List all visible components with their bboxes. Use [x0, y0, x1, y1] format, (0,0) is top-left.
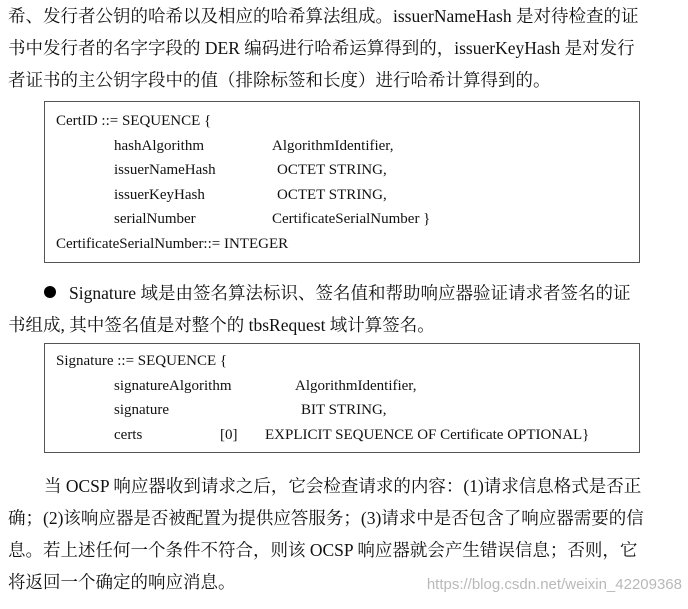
field-tag: [0] [220, 426, 238, 443]
field-type: AlgorithmIdentifier, [272, 137, 394, 154]
signature-line: 书组成, 其中签名值是对整个的 tbsRequest 域计算签名。 [8, 315, 435, 335]
field-name: signature [114, 402, 169, 419]
signature-code-block [44, 343, 640, 453]
certid-header: CertID ::= SEQUENCE { [56, 113, 212, 129]
intro-paragraph [8, 0, 680, 96]
field-type: OCTET STRING, [277, 186, 387, 203]
closing-line: 当 OCSP 响应器收到请求之后，它会检查请求的内容：(1)请求信息格式是否正 [44, 476, 642, 496]
field-name: issuerNameHash [114, 162, 216, 179]
intro-line: 希、发行者公钥的哈希以及相应的哈希算法组成。issuerNameHash 是对待检查的证 [8, 6, 639, 26]
signature-paragraph [8, 277, 680, 341]
field-name: signatureAlgorithm [114, 377, 232, 394]
watermark: https://blog.csdn.net/weixin_42209368 [426, 576, 682, 593]
closing-line: 将返回一个确定的响应消息。 [8, 572, 236, 592]
closing-line: 确；(2)该响应器是否被配置为提供应答服务；(3)请求中是否包含了响应器需要的信 [8, 508, 644, 528]
signature-header: Signature ::= SEQUENCE { [56, 353, 228, 369]
field-type: EXPLICIT SEQUENCE OF Certificate OPTIONAL} [265, 426, 590, 443]
field-type: BIT STRING, [301, 402, 387, 419]
field-type: CertificateSerialNumber } [272, 211, 431, 228]
intro-line: 书中发行者的名字字段的 DER 编码进行哈希运算得到的，issuerKeyHash 是对发行 [8, 38, 635, 58]
intro-line: 者证书的主公钥字段中的值（排除标签和长度）进行哈希计算得到的。 [8, 70, 551, 90]
field-type: AlgorithmIdentifier, [295, 377, 417, 394]
certid-code-block [44, 101, 640, 263]
field-name: certs [114, 426, 143, 443]
field-name: hashAlgorithm [114, 137, 204, 154]
bullet-icon [44, 286, 56, 298]
signature-line: Signature 域是由签名算法标识、签名值和帮助响应器验证请求者签名的证 [69, 283, 631, 303]
certid-footer: CertificateSerialNumber::= INTEGER [56, 235, 289, 252]
field-type: OCTET STRING, [277, 162, 387, 179]
field-name: serialNumber [114, 211, 196, 228]
field-name: issuerKeyHash [114, 186, 205, 203]
closing-line: 息。若上述任何一个条件不符合，则该 OCSP 响应器就会产生错误信息；否则，它 [8, 540, 638, 560]
